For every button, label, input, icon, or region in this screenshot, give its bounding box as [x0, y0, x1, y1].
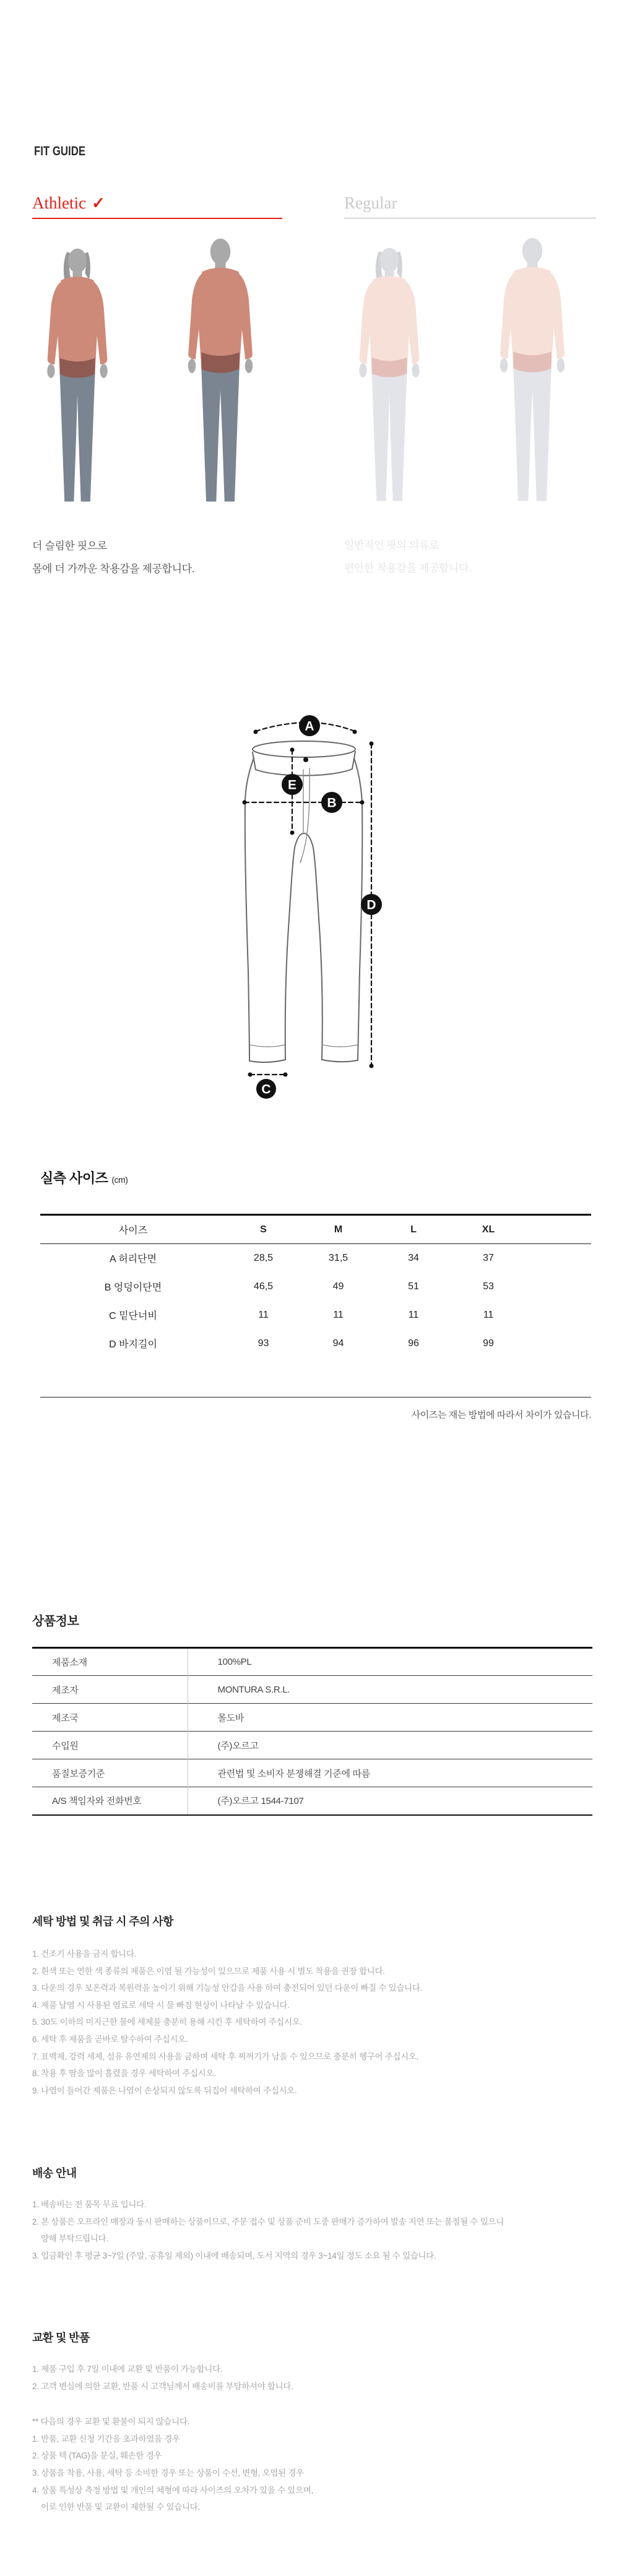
cell-value: 46,5	[253, 1281, 274, 1292]
table-row	[40, 1301, 591, 1329]
cell-value: 11	[258, 1309, 269, 1320]
regular-woman-figure	[345, 242, 433, 512]
product-info-title: 상품정보	[32, 1615, 79, 1628]
regular-desc-line1: 일반적인 핏의 의류로	[344, 539, 439, 551]
list-item: 3. 입금확인 후 평균 3~7일 (주말, 공휴일 제외) 이내에 배송되며, 도서 지역의 경우 3~14일 정도 소요 될 수 있습니다.	[32, 2251, 436, 2260]
care-section	[32, 1915, 592, 2099]
info-value: MONTURA S.R.L.	[217, 1684, 290, 1695]
table-row	[32, 1732, 592, 1759]
fit-guide-title: FIT GUIDE	[34, 144, 86, 158]
list-item: 1. 배송비는 전 품목 무료 입니다.	[32, 2200, 147, 2209]
list-item-continued: 양해 부탁드립니다.	[41, 2234, 108, 2244]
returns-list	[32, 2361, 592, 2395]
table-row	[40, 1329, 591, 1358]
regular-desc-line2: 편안한 착용감을 제공합니다.	[344, 562, 472, 574]
cell-value: 99	[483, 1337, 494, 1349]
product-info-table	[32, 1647, 592, 1816]
list-item: 1. 반품, 교환 신청 기간을 초과하였을 경우	[32, 2434, 180, 2444]
regular-label-row	[344, 193, 596, 218]
info-label: 수입원	[32, 1732, 188, 1759]
fit-column-regular	[344, 193, 596, 580]
athletic-label-row	[32, 193, 282, 219]
returns-title: 교환 및 반품	[32, 2332, 90, 2344]
table-row	[40, 1273, 591, 1301]
regular-description	[344, 534, 596, 580]
size-unit: (cm)	[111, 1175, 128, 1185]
list-item-continued: 이로 인한 반품 및 교환이 제한될 수 있습니다.	[41, 2502, 200, 2512]
list-item: 2. 흰색 또는 연한 색 종류의 제품은 이염 될 가능성이 있으므로 제품 사용 시 별도 착용을 권장 합니다.	[32, 1966, 385, 1976]
list-item: 4. 제품 날염 시 사용된 염료로 세탁 시 물 빠짐 현상이 나타날 수 있습니다.	[32, 2000, 290, 2010]
table-row	[32, 1676, 592, 1704]
size-note: 사이즈는 재는 방법에 따라서 차이가 있습니다.	[411, 1410, 591, 1420]
info-label: 제조국	[32, 1704, 188, 1732]
list-item: 1. 제품 구입 후 7일 이내에 교환 및 반품이 가능합니다.	[32, 2364, 223, 2374]
regular-figures	[344, 232, 596, 512]
cell-value: 93	[258, 1337, 269, 1349]
diagram-label-d: D	[366, 898, 376, 912]
size-col-xl: XL	[482, 1224, 495, 1235]
list-item: 3. 다운의 경우 보온력과 복원력을 높이기 위해 기능성 안감을 사용 하여 충전되어 있던 다운이 빠질 수 있습니다.	[32, 1983, 422, 1993]
athletic-woman-figure	[33, 243, 121, 512]
cell-value: 53	[483, 1281, 494, 1292]
measure-label: B 엉덩이단면	[104, 1282, 162, 1293]
athletic-description	[32, 535, 282, 580]
cell-value: 28,5	[253, 1252, 274, 1263]
size-table-header-row	[40, 1215, 591, 1244]
table-row	[32, 1787, 592, 1815]
diagram-label-e: E	[287, 778, 297, 792]
athletic-check-icon: ✓	[91, 194, 105, 212]
athletic-label: Athletic	[32, 194, 86, 212]
measure-label: C 밑단너비	[109, 1311, 157, 1321]
regular-label: Regular	[344, 194, 397, 212]
care-list	[32, 1946, 592, 2099]
size-section-title	[40, 1169, 591, 1189]
product-info-section	[32, 1613, 592, 1816]
list-item: 6. 세탁 후 제품을 곧바로 탈수하여 주십시오.	[32, 2034, 188, 2044]
list-item: 2. 본 상품은 오프라인 매장과 동시 판매하는 상품이므로, 주문 접수 및 상품 준비 도중 판매가 증가하여 발송 지연 또는 품절될 수 있으니	[32, 2217, 504, 2226]
shipping-title: 배송 안내	[32, 2167, 77, 2179]
size-col-m: M	[334, 1224, 343, 1235]
returns-exclusion-header: ** 다음의 경우 교환 및 환불이 되지 않습니다.	[32, 2417, 190, 2427]
info-label: 품질보증기준	[32, 1759, 188, 1787]
info-value: (주)오르고	[217, 1740, 259, 1751]
list-item: 2. 상품 텍 (TAG)을 분실, 훼손한 경우	[32, 2451, 162, 2461]
measure-label: D 바지길이	[109, 1339, 157, 1350]
fit-column-athletic	[32, 193, 282, 580]
list-item: 8. 착용 후 땀을 많이 흘렸을 경우 세탁하여 주십시오.	[32, 2069, 216, 2079]
cell-value: 31,5	[328, 1252, 348, 1263]
size-col-spacer	[526, 1215, 591, 1244]
cell-value: 34	[408, 1252, 419, 1263]
cell-value: 94	[332, 1337, 344, 1349]
size-table	[40, 1214, 591, 1397]
cell-value: 11	[483, 1309, 494, 1320]
athletic-desc-line1: 더 슬림한 핏으로	[32, 540, 107, 552]
info-label: A/S 책임자와 전화번호	[32, 1787, 188, 1815]
info-value: 관련법 및 소비자 분쟁해결 기준에 따름	[217, 1768, 370, 1779]
diagram-label-a: A	[305, 719, 314, 734]
regular-man-figure	[485, 233, 579, 512]
cell-value: 11	[333, 1309, 344, 1320]
info-label: 제품소재	[32, 1648, 188, 1676]
cell-value: 11	[408, 1309, 419, 1320]
cell-value: 37	[483, 1252, 494, 1263]
care-title: 세탁 방법 및 취급 시 주의 사항	[32, 1915, 173, 1928]
list-item: 9. 나염이 들어간 제품은 나염이 손상되지 않도록 뒤집어 세탁하여 주십시오.	[32, 2085, 297, 2095]
size-title-text: 실측 사이즈	[40, 1170, 108, 1186]
size-section	[40, 1169, 591, 1430]
table-row	[32, 1759, 592, 1787]
shipping-list	[32, 2196, 592, 2264]
cell-value: 51	[408, 1281, 419, 1292]
size-col-s: S	[260, 1224, 267, 1235]
table-spacer-row	[40, 1358, 591, 1397]
measure-label: A 허리단면	[109, 1254, 157, 1265]
list-item: 1. 건조기 사용을 금지 합니다.	[32, 1949, 137, 1959]
table-row	[32, 1648, 592, 1676]
returns-cases-list	[32, 2431, 592, 2516]
info-value: 몰도바	[217, 1712, 245, 1724]
athletic-man-figure	[173, 234, 267, 512]
list-item: 3. 상품을 착용, 사용, 세탁 등 소비한 경우 또는 상품이 수선, 변형, 오염된 경우	[32, 2468, 304, 2478]
list-item: 5. 30도 이하의 미지근한 물에 세제를 충분히 용해 시킨 후 세탁하여 주십시오.	[32, 2017, 302, 2027]
pants-measurement-diagram	[240, 705, 384, 1114]
table-row	[32, 1704, 592, 1732]
cell-value: 96	[408, 1337, 419, 1349]
info-value: 100%PL	[217, 1657, 252, 1667]
diagram-label-b: B	[327, 796, 337, 810]
info-label: 제조자	[32, 1676, 188, 1704]
athletic-figures	[32, 233, 282, 512]
cell-value: 49	[332, 1281, 344, 1292]
list-item: 7. 표백제, 강력 세제, 섬유 유연제의 사용을 금하며 세탁 후 찌꺼기가 남을 수 있으므로 충분히 헹구어 주십시오.	[32, 2051, 419, 2061]
size-col-l: L	[410, 1224, 417, 1235]
returns-section	[32, 2331, 592, 2516]
list-item: 2. 고객 변심에 의한 교환, 반품 시 고객님께서 배송비를 부담하셔야 합니다.	[32, 2381, 293, 2391]
shipping-section	[32, 2166, 592, 2264]
info-value: (주)오르고 1544-7107	[217, 1796, 304, 1807]
diagram-label-c: C	[261, 1082, 271, 1097]
table-row	[40, 1244, 591, 1273]
size-col-header: 사이즈	[118, 1226, 148, 1236]
athletic-desc-line2: 몸에 더 가까운 착용감을 제공합니다.	[32, 563, 194, 575]
list-item: 4. 상품 특성상 측정 방법 및 개인의 체형에 따라 사이즈의 오차가 있을 수 있으며,	[32, 2485, 313, 2495]
